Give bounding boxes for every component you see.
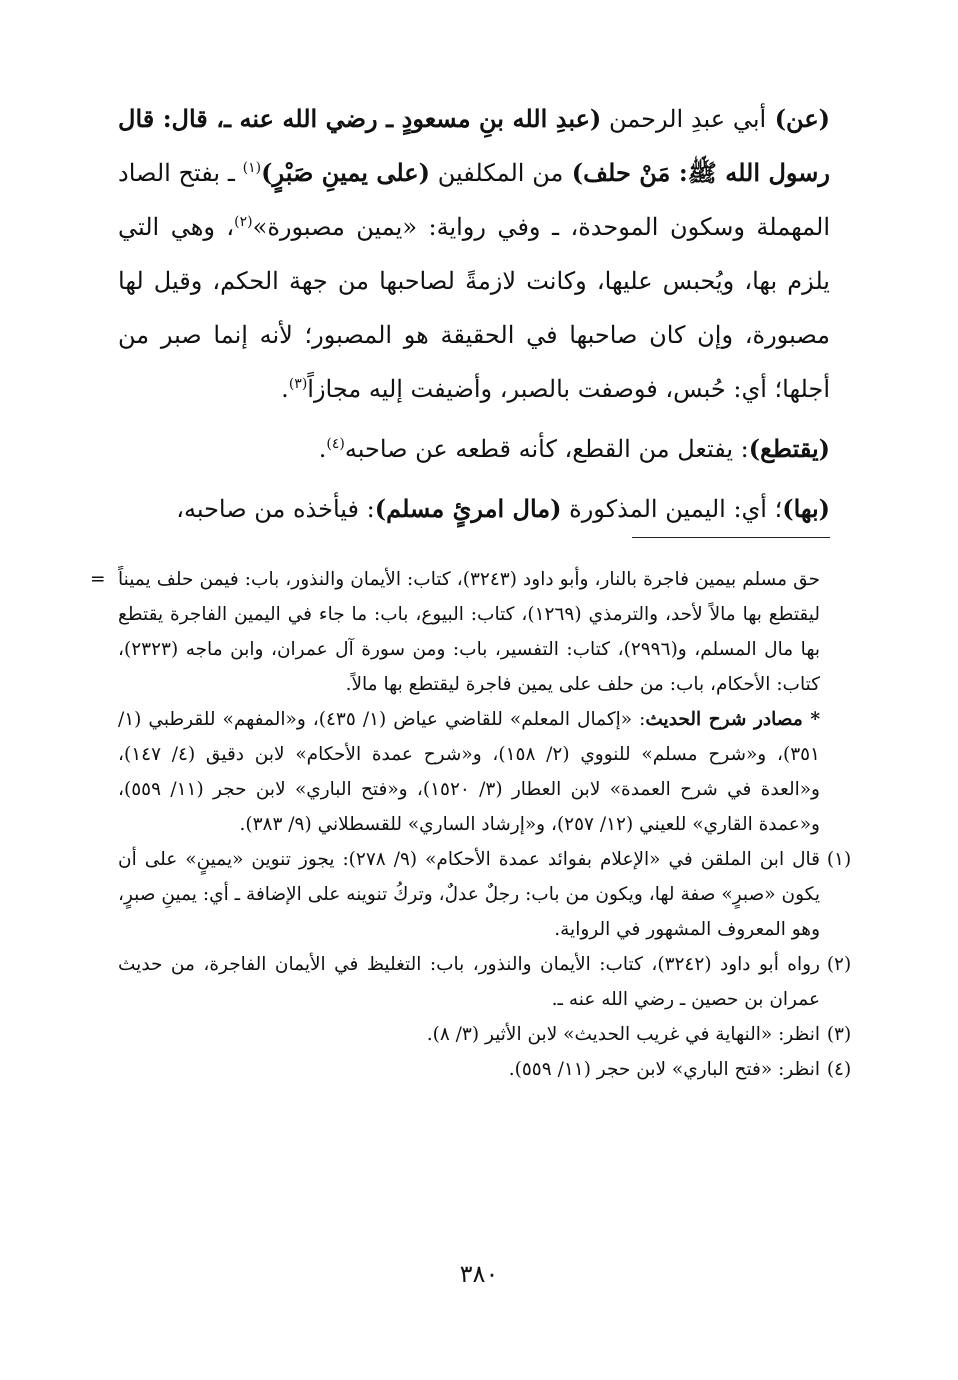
- text-run: : فيأخذه من صاحبه،: [176, 495, 375, 523]
- text-run: أبي عبدِ الرحمن: [601, 105, 767, 133]
- footnote-number: (٣): [826, 1024, 852, 1045]
- footnote-number: (١): [826, 849, 852, 870]
- text-run: من المكلفين: [429, 159, 564, 187]
- footnote-text: رواه أبو داود (٣٢٤٢)، كتاب: الأيمان والنذور، باب: التغليظ في الأيمان الفاجرة، من حديث عمران بن حصين ـ رضي الله عنه ـ.: [118, 954, 820, 1010]
- footnote-2: [118, 947, 852, 1017]
- footnote-text: انظر: «النهاية في غريب الحديث» لابن الأثير (٣/ ٨).: [426, 1024, 820, 1045]
- footnote-divider: [632, 537, 830, 538]
- bold-phrase: (بها): [782, 494, 830, 523]
- text-run: ، وهي التي يلزم بها، ويُحبس عليها، وكانت لازمةً لصاحبها من جهة الحكم، وقيل لها مصبورة، وإن كان صاحبها في الحقيقة هو المصبور؛ لأنه إنما صبر من أجلها؛ أي: حُبس، فوصفت بالصبر، وأضيفت إليه مجازاً: [118, 213, 830, 403]
- footnotes: [90, 562, 852, 1087]
- footnote-ref-4: (٤): [326, 436, 345, 452]
- footnote-number: (٢): [826, 954, 852, 975]
- text-run: ؛ أي: اليمين المذكورة: [561, 495, 783, 523]
- paragraph-1: [118, 92, 830, 416]
- paragraph-3: [118, 482, 830, 536]
- page-number: ٣٨٠: [459, 1260, 499, 1288]
- footnote-text: قال ابن الملقن في «الإعلام بفوائد عمدة الأحكام» (٩/ ٢٧٨): يجوز تنوين «يمينٍ» على أن يكون «صبرٍ» صفة لها، ويكون من باب: رجلٌ عدلٌ، وتركُ تنوينه على الإضافة ـ أي: يمينِ صبرٍ، وهو المعروف المشهور في الرواية.: [118, 849, 820, 940]
- bold-phrase: مَنْ حلف): [563, 158, 671, 187]
- footnote-3: [118, 1017, 852, 1052]
- bold-phrase: (على يمينِ صَبْرٍ): [261, 158, 430, 187]
- footnote-ref-1: (١): [242, 160, 262, 176]
- bold-phrase: (عن): [766, 104, 830, 133]
- footnote-ref-3: (٣): [288, 376, 308, 392]
- text-run: .: [281, 375, 289, 403]
- footnote-number: (٤): [826, 1059, 852, 1080]
- paragraph-2: [118, 422, 830, 476]
- footnote-text: انظر: «فتح الباري» لابن حجر (١١/ ٥٥٩).: [508, 1059, 820, 1080]
- sources-label: * مصادر شرح الحديث: [645, 709, 820, 730]
- text-run: ـ بفتح الصاد المهملة وسكون الموحدة، ـ وفي رواية: «يمين مصبورة»: [118, 159, 830, 241]
- footnote-1: [118, 842, 852, 947]
- main-text: [118, 92, 830, 536]
- continuation-marker: =: [90, 569, 106, 590]
- hadith-sources: [118, 702, 848, 842]
- footnote-text: حق مسلم بيمين فاجرة بالنار، وأبو داود (٣٢٤٣)، كتاب: الأيمان والنذور، باب: فيمن حلف يميناً ليقتطع بها مالاً لأحد، والترمذي (١٢٦٩)، كتاب: البيوع، باب: ما جاء في اليمين الفاجرة يقتطع بها مال المسلم، و(٢٩٩٦)، كتاب: التفسير، باب: ومن سورة آل عمران، وابن ماجه (٢٣٢٣)، كتاب: الأحكام، باب: من حلف على يمين فاجرة ليقتطع بها مالاً.: [118, 569, 820, 695]
- bold-phrase: (مال امرئٍ مسلم): [374, 494, 562, 523]
- text-run: : يفتعل من القطع، كأنه قطعه عن صاحبه: [344, 435, 749, 463]
- sources-text: : «إكمال المعلم» للقاضي عياض (١/ ٤٣٥)، و«المفهم» للقرطبي (١/ ٣٥١)، و«شرح مسلم» للنووي (٢/ ١٥٨)، و«شرح عمدة الأحكام» لابن دقيق (٤/ ١٤٧)، و«العدة في شرح العمدة» لابن العطار (٣/ ١٥٢٠)، و«فتح الباري» لابن حجر (١١/ ٥٥٩)، و«عمدة القاري» للعيني (١٢/ ٢٥٧)، و«إرشاد الساري» للقسطلاني (٩/ ٣٨٣).: [118, 709, 820, 835]
- footnote-4: [118, 1052, 852, 1087]
- footnote-ref-2: (٢): [234, 214, 253, 230]
- footnote-continuation: [90, 562, 848, 702]
- bold-phrase: (عبدِ الله بنِ مسعودٍ ـ رضي الله عنه ـ، قال: قال رسول الله ﷺ:: [118, 104, 831, 187]
- text-run: .: [318, 435, 327, 463]
- bold-phrase: (يقتطع): [748, 434, 830, 463]
